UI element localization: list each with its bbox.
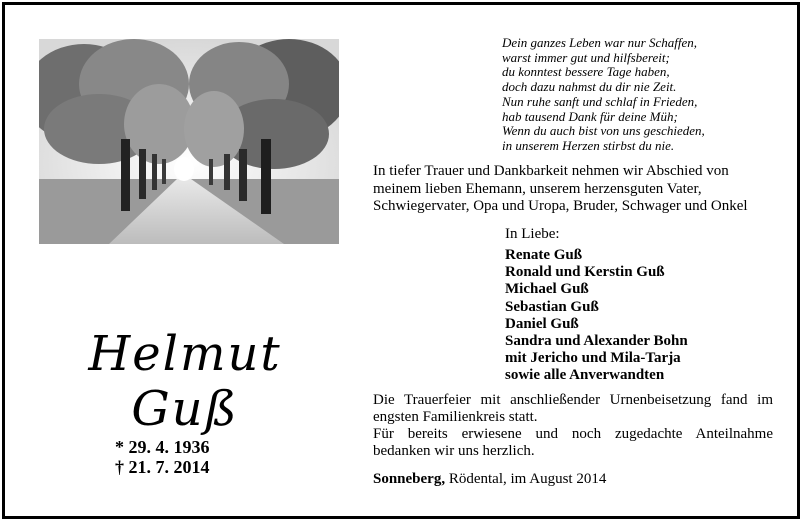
- mourner-item: Sebastian Guß: [505, 298, 599, 315]
- deceased-first-name: Helmut: [88, 326, 282, 382]
- poem-line: warst immer gut und hilfsbereit;: [502, 49, 670, 65]
- life-dates: [115, 437, 255, 477]
- mourner-item: Renate Guß: [505, 247, 583, 263]
- mourner-item: Daniel Guß: [505, 315, 579, 332]
- deceased-last-name: Guß: [131, 381, 239, 437]
- closing-rest: Rödental, im August 2014: [445, 471, 607, 487]
- mourner-item: sowie alle Anverwandten: [505, 367, 665, 384]
- funeral-note: Die Trauerfeier mit anschließender Urnenbeisetzung fand im engsten Familienkreis statt.: [373, 392, 773, 425]
- closing-place: Sonneberg,: [373, 471, 446, 487]
- in-liebe-label: In Liebe:: [505, 226, 560, 242]
- mourner-item: Ronald und Kerstin Guß: [505, 264, 665, 281]
- mourner-item: Sandra und Alexander Bohn: [505, 333, 688, 350]
- poem-line: Wenn du auch bist von uns geschieden,: [502, 123, 705, 139]
- tree-avenue-photo: [39, 39, 339, 244]
- mourner-item: mit Jericho und Mila-Tarja: [505, 350, 681, 367]
- poem-line: Dein ganzes Leben war nur Schaffen,: [502, 35, 697, 50]
- death-date: † 21. 7. 2014: [115, 457, 210, 477]
- poem-line: in unserem Herzen stirbst du nie.: [502, 137, 675, 153]
- mourners-list: [505, 247, 775, 385]
- poem-line: hab tausend Dank für deine Müh;: [502, 108, 678, 124]
- memorial-poem: [502, 36, 772, 154]
- birth-date: * 29. 4. 1936: [115, 437, 210, 457]
- mourner-item: Michael Guß: [505, 281, 589, 298]
- poem-line: Nun ruhe sanft und schlaf in Frieden,: [502, 93, 698, 109]
- poem-line: du konntest bessere Tage haben,: [502, 64, 670, 80]
- intro-text: In tiefer Trauer und Dankbarkeit nehmen wir Abschied von meinem lieben Ehemann, unserem herzensguten Vater, Schwiegervater, Opa und Uropa, Bruder, Schwager und Onkel: [373, 163, 748, 214]
- closing-line: [373, 471, 606, 488]
- obituary-notice: [2, 2, 800, 519]
- thanks-note: Für bereits erwiesene und noch zugedachte Anteilnahme bedanken wir uns herzlich.: [373, 426, 773, 459]
- poem-line: doch dazu nahmst du dir nie Zeit.: [502, 79, 677, 95]
